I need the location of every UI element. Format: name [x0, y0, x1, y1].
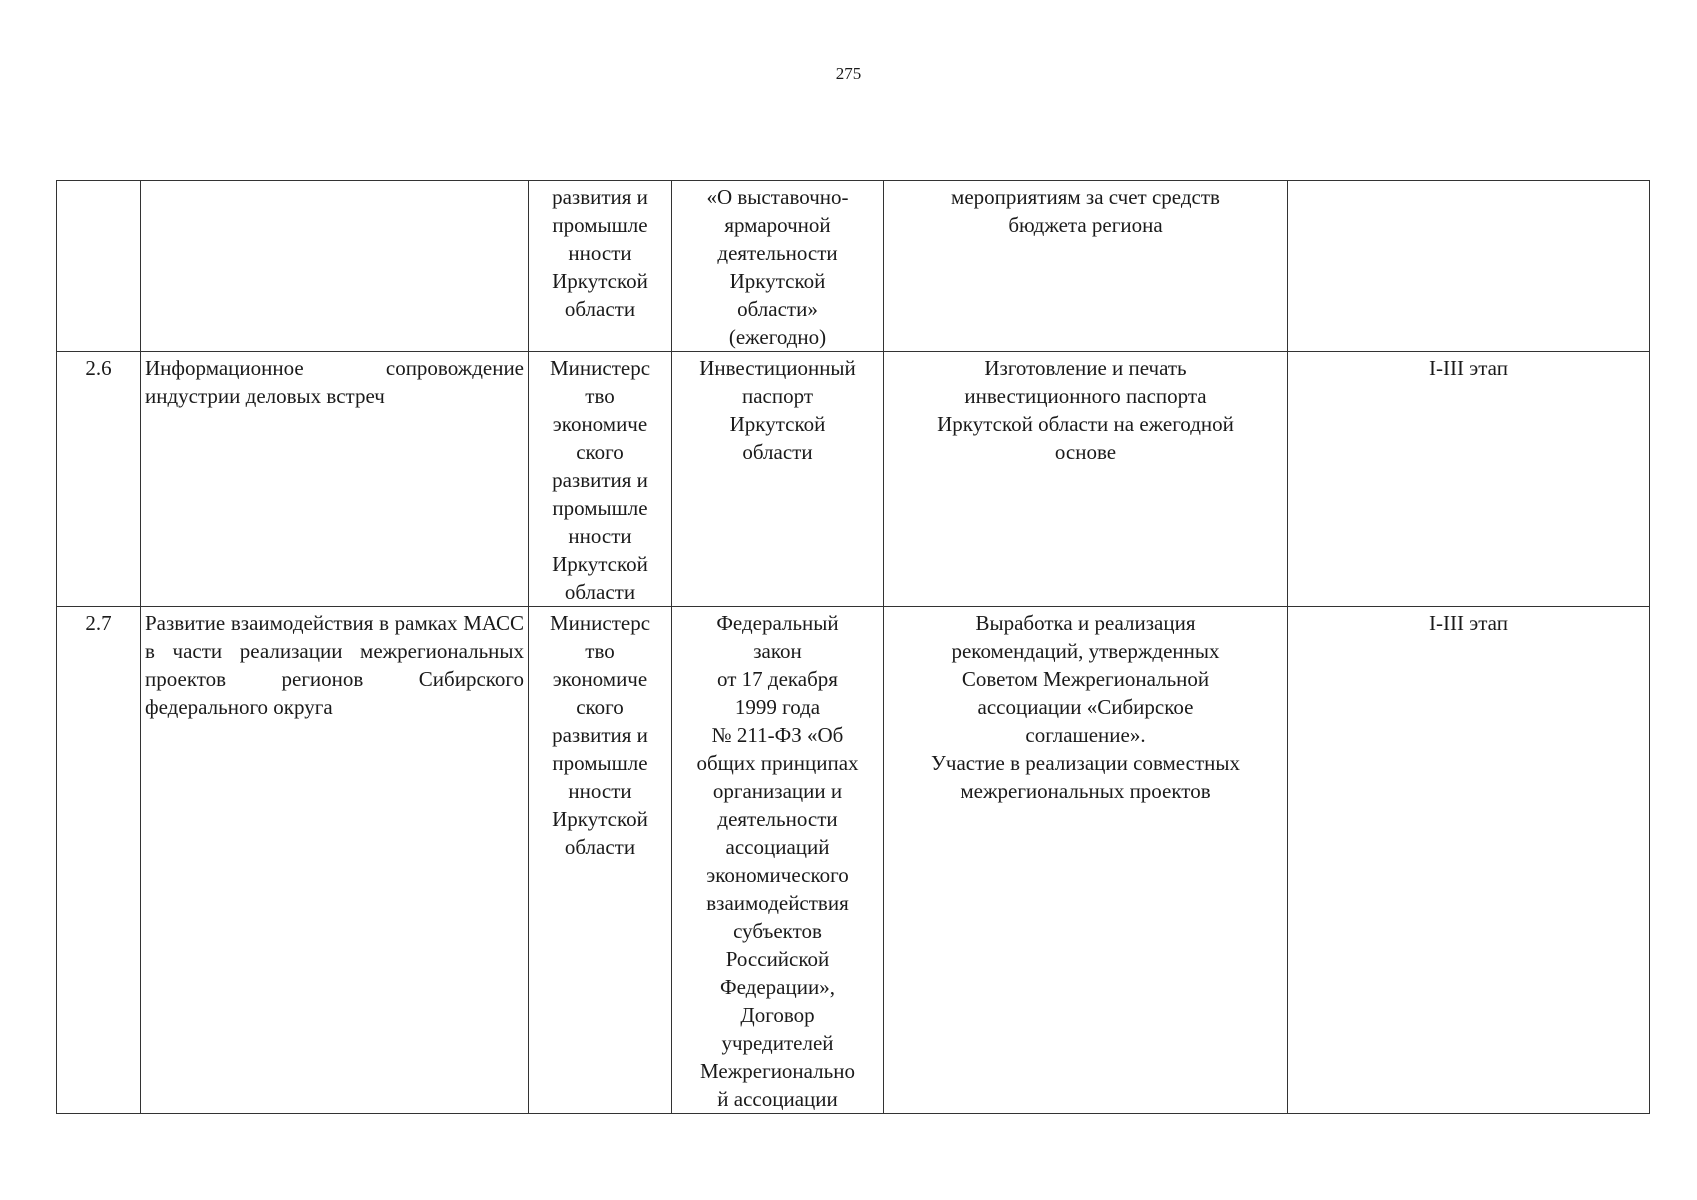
- measure-name-cell: [141, 181, 529, 352]
- stage-cell: I-III этап: [1288, 352, 1650, 607]
- expected-result-cell-line: Участие в реализации совместных: [931, 751, 1240, 775]
- measures-table: [56, 180, 1650, 1114]
- expected-result-cell-line: ассоциации «Сибирское: [977, 695, 1194, 719]
- expected-result-cell-line: соглашение».: [1025, 723, 1146, 747]
- basis-document-cell-line: Договор: [740, 1003, 815, 1027]
- responsible-org-cell-line: области: [564, 297, 636, 321]
- responsible-org-cell-line: Министерс: [549, 356, 651, 380]
- table-row: [57, 181, 1650, 352]
- basis-document-cell-line: экономического: [706, 863, 849, 887]
- responsible-org-cell-line: развития и: [552, 185, 648, 209]
- basis-document-cell-line: Российской: [725, 947, 830, 971]
- responsible-org-cell-line: Иркутской: [552, 807, 648, 831]
- responsible-org-cell: [529, 352, 672, 607]
- expected-result-cell-line: основе: [1054, 440, 1117, 464]
- basis-document-cell-line: взаимодействия: [706, 891, 849, 915]
- basis-document-cell-line: деятельности: [717, 241, 838, 265]
- item-number-cell: [57, 181, 141, 352]
- responsible-org-cell-line: нности: [568, 241, 632, 265]
- basis-document-cell-line: (ежегодно): [728, 325, 827, 349]
- basis-document-cell-line: ассоциаций: [725, 835, 830, 859]
- responsible-org-cell: [529, 607, 672, 1114]
- responsible-org-cell-line: нности: [568, 779, 632, 803]
- responsible-org-cell-line: развития и: [552, 723, 648, 747]
- responsible-org-cell-line: области: [564, 835, 636, 859]
- expected-result-cell-line: мероприятиям за счет средств: [951, 185, 1220, 209]
- responsible-org-cell: [529, 181, 672, 352]
- responsible-org-cell-line: Иркутской: [552, 552, 648, 576]
- basis-document-cell-line: «О выставочно-: [706, 185, 849, 209]
- responsible-org-cell-line: тво: [585, 639, 615, 663]
- basis-document-cell-line: области: [742, 440, 813, 464]
- basis-document-cell: [672, 607, 884, 1114]
- stage-cell: I-III этап: [1288, 607, 1650, 1114]
- basis-document-cell-line: области»: [737, 297, 818, 321]
- responsible-org-cell-line: нности: [568, 524, 632, 548]
- basis-document-cell-line: 1999 года: [734, 695, 821, 719]
- item-number-cell: 2.6: [57, 352, 141, 607]
- measure-name-cell: Развитие взаимодействия в рамках МАСС в части реализации межрегиональных проектов регионов Сибирского федерального округа: [141, 607, 529, 1114]
- stage-cell: [1288, 181, 1650, 352]
- expected-result-cell-line: Советом Межрегиональной: [961, 667, 1210, 691]
- expected-result-cell-line: межрегиональных проектов: [960, 779, 1211, 803]
- expected-result-cell: [884, 352, 1288, 607]
- expected-result-cell-line: Выработка и реализация: [975, 611, 1196, 635]
- expected-result-cell-line: Иркутской области на ежегодной: [937, 412, 1234, 436]
- page-number: 275: [835, 64, 862, 83]
- responsible-org-cell-line: Иркутской: [552, 269, 648, 293]
- basis-document-cell-line: й ассоциации: [717, 1087, 838, 1111]
- basis-document-cell-line: № 211-ФЗ «Об: [711, 723, 844, 747]
- table-row: [57, 352, 1650, 607]
- item-number-cell: 2.7: [57, 607, 141, 1114]
- basis-document-cell-line: деятельности: [717, 807, 838, 831]
- measure-name-cell: Информационное сопровождение индустрии деловых встреч: [141, 352, 529, 607]
- basis-document-cell-line: Иркутской: [729, 412, 826, 436]
- responsible-org-cell-line: промышле: [552, 496, 648, 520]
- table-row: [57, 607, 1650, 1114]
- responsible-org-cell-line: промышле: [552, 213, 648, 237]
- expected-result-cell-line: инвестиционного паспорта: [964, 384, 1207, 408]
- basis-document-cell-line: закон: [753, 639, 802, 663]
- expected-result-cell-line: рекомендаций, утвержденных: [951, 639, 1220, 663]
- expected-result-cell-line: Изготовление и печать: [984, 356, 1187, 380]
- basis-document-cell-line: учредителей: [721, 1031, 834, 1055]
- responsible-org-cell-line: ского: [576, 440, 624, 464]
- basis-document-cell-line: организации и: [712, 779, 843, 803]
- expected-result-cell: [884, 181, 1288, 352]
- basis-document-cell-line: общих принципах: [696, 751, 859, 775]
- basis-document-cell: [672, 181, 884, 352]
- basis-document-cell-line: Федерации»,: [720, 975, 835, 999]
- responsible-org-cell-line: ского: [576, 695, 624, 719]
- responsible-org-cell-line: развития и: [552, 468, 648, 492]
- responsible-org-cell-line: области: [564, 580, 636, 604]
- basis-document-cell-line: Федеральный: [716, 611, 839, 635]
- basis-document-cell-line: Иркутской: [729, 269, 826, 293]
- expected-result-cell-line: бюджета региона: [1008, 213, 1163, 237]
- responsible-org-cell-line: экономиче: [552, 667, 648, 691]
- responsible-org-cell-line: тво: [585, 384, 615, 408]
- basis-document-cell-line: Межрегионально: [700, 1059, 855, 1083]
- basis-document-cell: [672, 352, 884, 607]
- expected-result-cell: [884, 607, 1288, 1114]
- basis-document-cell-line: от 17 декабря: [717, 667, 838, 691]
- basis-document-cell-line: Инвестиционный: [699, 356, 856, 380]
- basis-document-cell-line: субъектов: [733, 919, 822, 943]
- responsible-org-cell-line: промышле: [552, 751, 648, 775]
- basis-document-cell-line: ярмарочной: [724, 213, 831, 237]
- basis-document-cell-line: паспорт: [741, 384, 814, 408]
- responsible-org-cell-line: Министерс: [549, 611, 651, 635]
- responsible-org-cell-line: экономиче: [552, 412, 648, 436]
